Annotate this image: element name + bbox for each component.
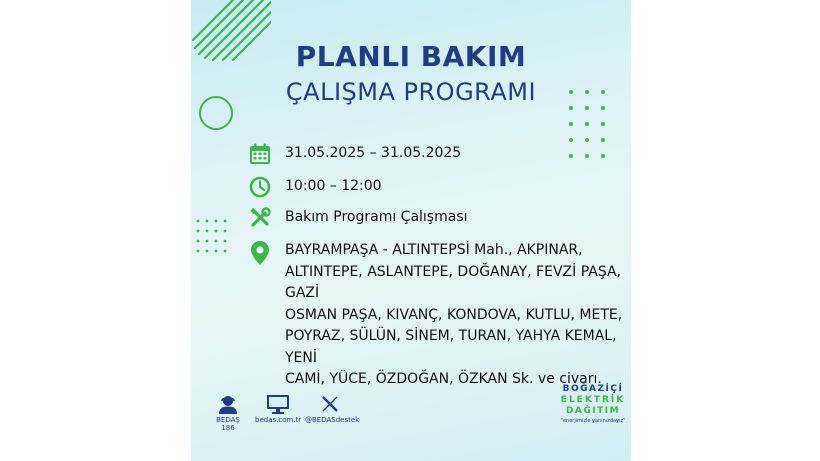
time-row [249, 176, 382, 198]
brand-line3: DAĞITIM [565, 406, 621, 416]
call-center-icon [217, 394, 239, 414]
footer-social [305, 394, 360, 424]
address-line: OSMAN PAŞA, KIVANÇ, KONDOVA, KUTLU, METE, [285, 306, 623, 323]
tools-icon [249, 207, 271, 229]
date-row [249, 143, 461, 165]
address-line: ALTINTEPE, ASLANTEPE, DOĞANAY, FEVZİ PAŞA, GAZİ [285, 263, 621, 301]
clock-icon [249, 176, 271, 198]
address-row [249, 240, 625, 391]
brand-logo [558, 384, 628, 425]
page-title: PLANLI BAKIM [295, 40, 527, 73]
address-line: POYRAZ, SÜLÜN, SİNEM, TURAN, YAHYA KEMAL, YENİ [285, 328, 617, 366]
address-text [285, 240, 625, 391]
address-line: BAYRAMPAŞA - ALTINTEPSİ Mah., AKPINAR, [285, 242, 583, 258]
calendar-icon [249, 143, 271, 165]
work-type-row [249, 207, 468, 229]
monitor-icon [266, 394, 290, 414]
x-logo-icon [320, 394, 340, 414]
footer-phone [211, 394, 245, 432]
address-line: CAMİ, YÜCE, ÖZDOĞAN, ÖZKAN Sk. ve civarı. [285, 371, 602, 387]
map-pin-icon [249, 240, 271, 266]
time-range: 10:00 – 12:00 [285, 178, 382, 194]
footer-web [255, 394, 301, 424]
social-label: @BEDASdestek [305, 416, 360, 424]
web-label: bedas.com.tr [255, 416, 302, 424]
date-range: 31.05.2025 – 31.05.2025 [285, 145, 462, 161]
page-subtitle: ÇALIŞMA PROGRAMI [285, 78, 537, 106]
brand-slogan: "enerjimizle yanınızdayız" [560, 418, 626, 424]
work-type: Bakım Programı Çalışması [285, 209, 468, 225]
brand-line1: BOĞAZİÇİ [562, 384, 624, 394]
maintenance-poster [191, 0, 631, 461]
phone-label: BEDAŞ 186 [216, 416, 240, 432]
brand-line2: ELEKTRİK [560, 395, 626, 405]
decorative-dots-left [195, 218, 231, 254]
